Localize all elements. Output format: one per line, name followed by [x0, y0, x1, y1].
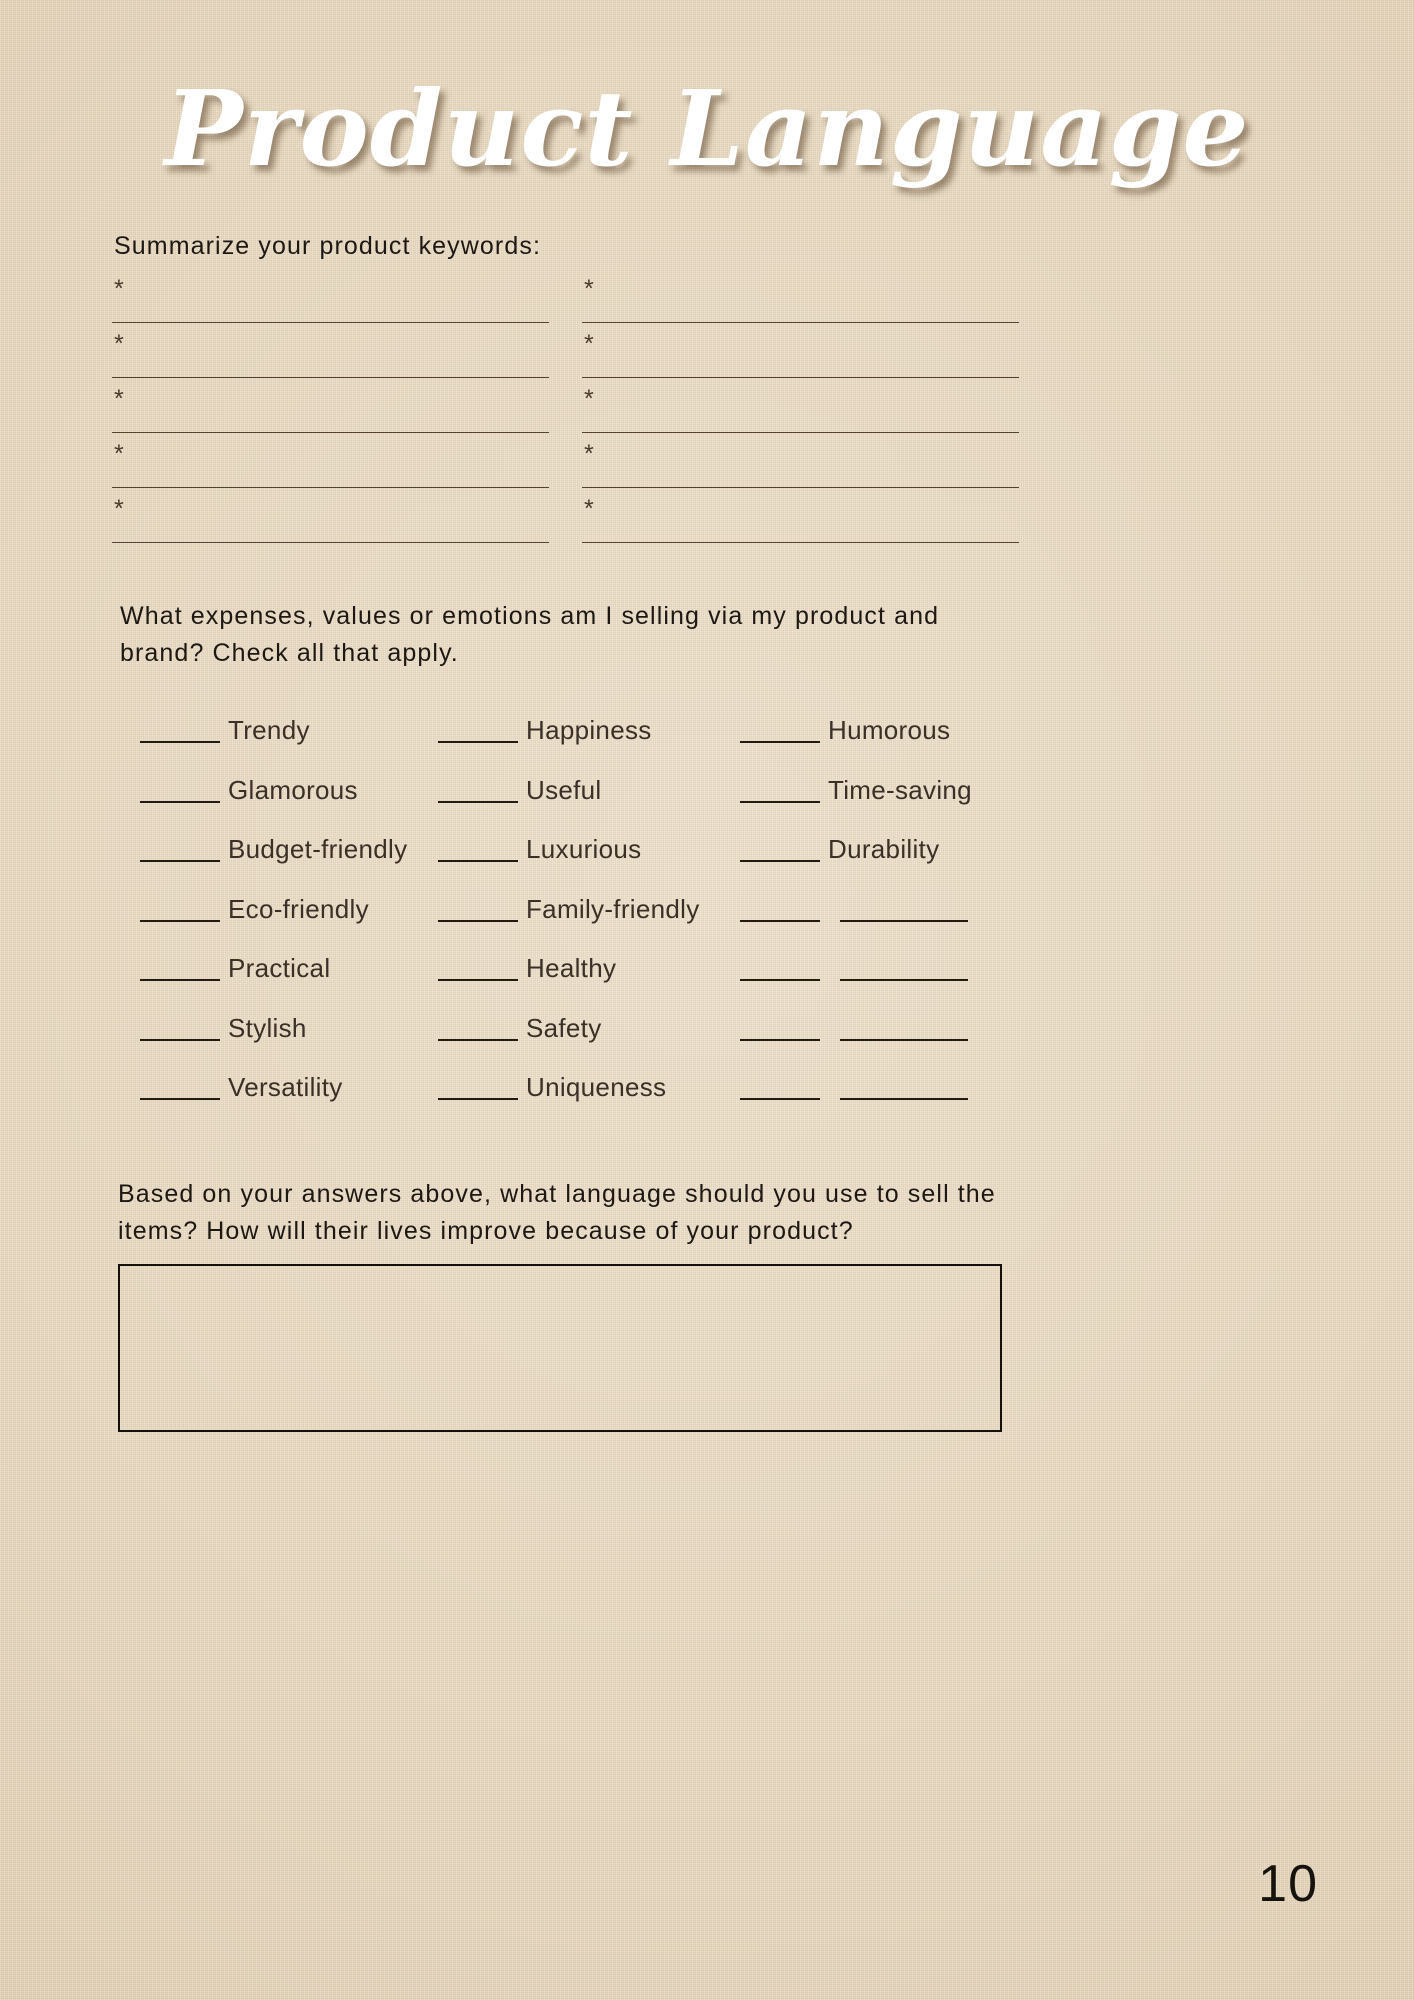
checkbox-blank-line[interactable]: [438, 1098, 518, 1100]
checklist-label: Uniqueness: [526, 1072, 667, 1102]
checklist-item[interactable]: [740, 772, 1170, 832]
keyword-row[interactable]: [582, 496, 1022, 551]
keyword-write-line[interactable]: [112, 487, 549, 488]
keyword-row[interactable]: [582, 441, 1022, 496]
checkbox-blank-line[interactable]: [740, 979, 820, 981]
page-number: 10: [1258, 1855, 1318, 1913]
checklist-label: Budget-friendly: [228, 834, 408, 864]
checklist-label: Humorous: [828, 715, 951, 745]
page-title: Product Language: [164, 67, 1250, 190]
checkbox-blank-line[interactable]: [140, 1039, 220, 1041]
checklist-item[interactable]: [438, 1069, 738, 1129]
checkbox-blank-line[interactable]: [740, 860, 820, 862]
checklist-label: Useful: [526, 774, 602, 805]
checkbox-blank-line[interactable]: [438, 1039, 518, 1041]
keyword-write-line[interactable]: [112, 377, 549, 378]
keyword-column-left: [112, 276, 552, 551]
checklist-label: Practical: [228, 953, 331, 983]
checklist-item[interactable]: [740, 712, 1170, 772]
checklist-label: Healthy: [526, 953, 617, 983]
checklist-item[interactable]: [438, 1010, 738, 1070]
keyword-row[interactable]: [112, 386, 552, 441]
checkbox-blank-line[interactable]: [438, 860, 518, 862]
checklist-item-custom[interactable]: [740, 891, 1170, 951]
checklist-item[interactable]: [140, 831, 440, 891]
checklist-item[interactable]: [438, 950, 738, 1010]
checkbox-blank-line[interactable]: [740, 1039, 820, 1041]
keyword-row[interactable]: [112, 331, 552, 386]
keyword-write-line[interactable]: [112, 432, 549, 433]
checkbox-blank-line[interactable]: [438, 979, 518, 981]
checkbox-blank-line[interactable]: [140, 920, 220, 922]
bullet-star: *: [114, 385, 124, 413]
checklist-row: [140, 712, 1290, 772]
bullet-star: *: [584, 495, 594, 523]
checklist-label: Safety: [526, 1012, 602, 1043]
bullet-star: *: [114, 275, 124, 303]
checkbox-blank-line[interactable]: [740, 741, 820, 743]
checkbox-blank-line[interactable]: [140, 1098, 220, 1100]
keyword-write-line[interactable]: [582, 487, 1019, 488]
checklist-label: Luxurious: [526, 834, 642, 864]
bullet-star: *: [584, 385, 594, 413]
custom-label-blank-line[interactable]: [840, 1010, 968, 1041]
checklist-row: [140, 891, 1290, 951]
values-prompt: What expenses, values or emotions am I selling via my product and brand? Check all that apply.: [120, 602, 940, 667]
bullet-star: *: [114, 440, 124, 468]
checkbox-blank-line[interactable]: [740, 801, 820, 803]
checklist-item[interactable]: [140, 712, 440, 772]
checklist-label: Family-friendly: [526, 893, 700, 924]
checkbox-blank-line[interactable]: [140, 801, 220, 803]
keywords-prompt: Summarize your product keywords:: [114, 232, 542, 260]
checklist-item[interactable]: [140, 891, 440, 951]
checklist-item[interactable]: [140, 772, 440, 832]
keyword-row[interactable]: [112, 496, 552, 551]
checklist-row: [140, 950, 1290, 1010]
bullet-star: *: [114, 495, 124, 523]
checklist-item[interactable]: [140, 1069, 440, 1129]
checklist-label: Glamorous: [228, 774, 358, 805]
language-prompt: Based on your answers above, what language should you use to sell the items? How will their lives improve because of your product?: [118, 1180, 996, 1245]
checklist-label: Trendy: [228, 715, 310, 745]
keyword-write-line[interactable]: [582, 322, 1019, 323]
checklist-item[interactable]: [438, 831, 738, 891]
checklist-row: [140, 831, 1290, 891]
checklist-item[interactable]: [438, 891, 738, 951]
bullet-star: *: [584, 275, 594, 303]
keyword-write-line[interactable]: [112, 542, 549, 543]
checkbox-blank-line[interactable]: [740, 1098, 820, 1100]
bullet-star: *: [114, 330, 124, 358]
checklist-label: Durability: [828, 834, 940, 864]
checklist-item-custom[interactable]: [740, 950, 1170, 1010]
checklist-label: Time-saving: [828, 774, 972, 805]
keyword-write-in-grid: [112, 276, 1302, 551]
checklist-item[interactable]: [140, 1010, 440, 1070]
checkbox-blank-line[interactable]: [438, 741, 518, 743]
custom-label-blank-line[interactable]: [840, 1069, 968, 1100]
values-checklist: [140, 712, 1290, 1129]
keyword-write-line[interactable]: [112, 322, 549, 323]
checklist-item[interactable]: [438, 712, 738, 772]
checkbox-blank-line[interactable]: [140, 979, 220, 981]
custom-label-blank-line[interactable]: [840, 891, 968, 922]
keyword-row[interactable]: [112, 276, 552, 331]
bullet-star: *: [584, 440, 594, 468]
checklist-item-custom[interactable]: [740, 1069, 1170, 1129]
checklist-row: [140, 1069, 1290, 1129]
checklist-label: Versatility: [228, 1072, 343, 1102]
checklist-row: [140, 772, 1290, 832]
checklist-label: Eco-friendly: [228, 893, 369, 924]
language-answer-box[interactable]: [118, 1264, 1002, 1432]
checklist-label: Stylish: [228, 1012, 307, 1043]
keyword-row[interactable]: [582, 386, 1022, 441]
keyword-row[interactable]: [582, 331, 1022, 386]
checklist-item[interactable]: [740, 831, 1170, 891]
bullet-star: *: [584, 330, 594, 358]
checkbox-blank-line[interactable]: [438, 801, 518, 803]
checklist-item[interactable]: [438, 772, 738, 832]
checklist-label: Happiness: [526, 715, 652, 745]
keyword-row[interactable]: [582, 276, 1022, 331]
checkbox-blank-line[interactable]: [438, 920, 518, 922]
checklist-item[interactable]: [140, 950, 440, 1010]
keyword-write-line[interactable]: [582, 542, 1019, 543]
keyword-column-right: [582, 276, 1022, 551]
checkbox-blank-line[interactable]: [740, 920, 820, 922]
keyword-write-line[interactable]: [582, 432, 1019, 433]
keyword-write-line[interactable]: [582, 377, 1019, 378]
checkbox-blank-line[interactable]: [140, 860, 220, 862]
checklist-item-custom[interactable]: [740, 1010, 1170, 1070]
checkbox-blank-line[interactable]: [140, 741, 220, 743]
custom-label-blank-line[interactable]: [840, 950, 968, 981]
keyword-row[interactable]: [112, 441, 552, 496]
checklist-row: [140, 1010, 1290, 1070]
